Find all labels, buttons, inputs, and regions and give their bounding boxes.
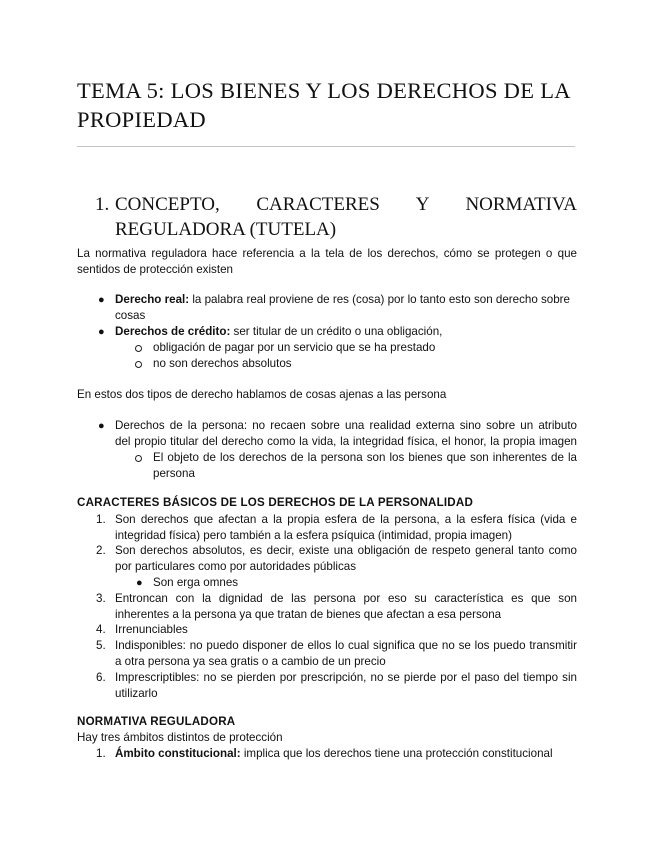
list-number: 6. — [96, 671, 106, 684]
caracter-item-6-cont: utilizarlo — [115, 687, 158, 700]
ambito-constitucional-label: Ámbito constitucional: — [115, 747, 241, 760]
title-divider — [77, 146, 575, 147]
bullet-icon: ● — [98, 420, 105, 432]
caracter-item-6: Imprescriptibles: no se pierden por prescripción, no se pierde por el paso del tiempo sin — [115, 671, 577, 684]
section-number: 1. — [95, 194, 110, 215]
hollow-bullet-icon — [135, 361, 142, 368]
page-title — [77, 76, 579, 134]
normativa-item-1 — [115, 746, 553, 762]
list-item-derechos-credito — [115, 324, 442, 340]
list-number: 2. — [96, 544, 106, 557]
derecho-real-label: Derecho real: — [115, 293, 190, 306]
page-title-line-2: PROPIEDAD — [77, 107, 206, 132]
sub-item-obligacion: obligación de pagar por un servicio que se ha prestado — [153, 341, 436, 354]
ambito-constitucional-text: implica que los derechos tiene una protección constitucional — [240, 747, 553, 760]
derechos-credito-text: ser titular de un crédito o una obligación, — [230, 325, 443, 338]
list-number: 1. — [96, 513, 106, 526]
section-heading-line-2: REGULADORA (TUTELA) — [115, 219, 337, 240]
derechos-credito-label: Derechos de crédito: — [115, 325, 231, 338]
caracteres-header: CARACTERES BÁSICOS DE LOS DERECHOS DE LA PERSONALIDAD — [77, 496, 474, 509]
caracter-item-1-cont: integridad física) pero también a la esfera psíquica (intimidad, propia imagen) — [115, 529, 512, 542]
list-item-derecho-real — [115, 292, 570, 308]
caracter-item-3-cont: inherentes a la persona ya que tratan de bienes que afectan a esa persona — [115, 608, 502, 621]
list-number: 3. — [96, 592, 106, 605]
normativa-intro: Hay tres ámbitos distintos de protección — [77, 731, 283, 744]
paragraph-cosas-ajenas: En estos dos tipos de derecho hablamos de cosas ajenas a las persona — [77, 388, 447, 401]
hollow-bullet-icon — [135, 455, 142, 462]
caracter-item-2-cont: por particulares como por autoridades públicas — [115, 560, 357, 573]
page-title-line-1: TEMA 5: LOS BIENES Y LOS DERECHOS DE LA — [77, 78, 571, 103]
caracter-item-3: Entroncan con la dignidad de las persona por eso su característica es que son — [115, 592, 577, 605]
caracter-item-2-sub: Son erga omnes — [153, 576, 239, 589]
hollow-bullet-icon — [135, 345, 142, 352]
caracter-item-5: Indisponibles: no puedo disponer de ellos lo cual significa que no se los puedo transmitir — [115, 639, 577, 652]
caracter-item-4: Irrenunciables — [115, 623, 188, 636]
caracter-item-2: Son derechos absolutos, es decir, existe una obligación de respeto general tanto como — [115, 544, 577, 557]
sub-item-no-absolutos: no son derechos absolutos — [153, 357, 292, 370]
derecho-real-text-cont: cosas — [115, 309, 146, 322]
caracter-item-1: Son derechos que afectan a la propia esfera de la persona, a la esfera física (vida e — [115, 513, 577, 526]
caracter-item-5-cont: a otra persona ya sea gratis o a cambio de un precio — [115, 655, 386, 668]
bullet-icon: ● — [136, 577, 143, 589]
sub-item-objeto-derechos: El objeto de los derechos de la persona son los bienes que son inherentes de la — [153, 451, 577, 464]
sub-item-objeto-derechos-cont: persona — [153, 467, 195, 480]
normativa-header: NORMATIVA REGULADORA — [77, 715, 236, 728]
list-item-derechos-persona: Derechos de la persona: no recaen sobre una realidad externa sino sobre un atributo — [115, 419, 577, 432]
bullet-icon: ● — [98, 326, 105, 338]
list-number: 1. — [96, 747, 106, 760]
derecho-real-text: la palabra real proviene de res (cosa) por lo tanto esto son derecho sobre — [189, 293, 570, 306]
section-heading-line-1: CONCEPTO, CARACTERES Y NORMATIVA — [115, 194, 577, 215]
derechos-persona-text-cont: del propio titular del derecho como la vida, la integridad física, el honor, la propia imagen — [115, 435, 577, 448]
intro-paragraph-line-2: sentidos de protección existen — [77, 263, 233, 276]
bullet-icon: ● — [98, 294, 105, 306]
intro-paragraph-line-1: La normativa reguladora hace referencia a la tela de los derechos, cómo se protegen o que — [77, 247, 577, 260]
list-number: 5. — [96, 639, 106, 652]
list-number: 4. — [96, 623, 106, 636]
